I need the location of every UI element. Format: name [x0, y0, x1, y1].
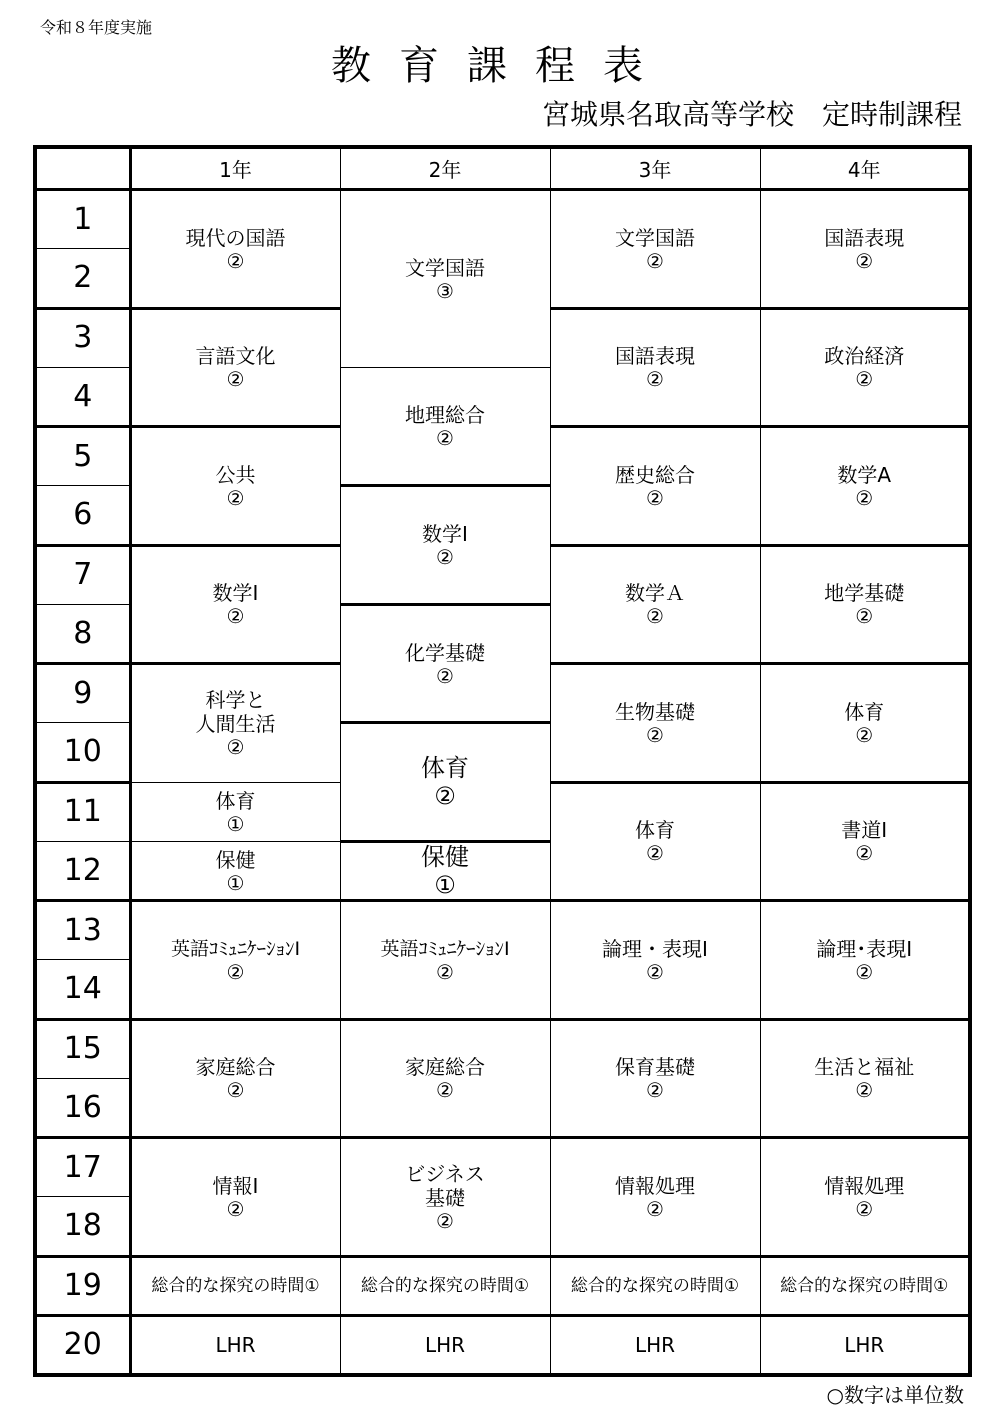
subject-name: 保育基礎	[615, 1055, 695, 1080]
subject-cell	[130, 782, 340, 841]
subject-cell	[550, 664, 760, 783]
row-number: 14	[35, 960, 130, 1019]
subject-units: ②	[855, 604, 874, 629]
subject-cell	[550, 782, 760, 901]
subject-cell	[340, 841, 550, 900]
subject-units: ②	[855, 1196, 874, 1221]
subject-cell	[760, 901, 970, 1020]
subject-name: 数学Ａ	[625, 581, 685, 606]
subject-units: ②	[855, 485, 874, 510]
subject-name: 総合的な探究の時間①	[151, 1275, 320, 1296]
subject-cell	[760, 1315, 970, 1375]
subject-units: ②	[646, 841, 664, 866]
subject-units: ②	[226, 1196, 245, 1221]
subject-name: 家庭総合	[195, 1055, 276, 1080]
subject-units: ②	[226, 1078, 245, 1103]
subject-units: ③	[436, 279, 454, 304]
header-row	[35, 147, 970, 190]
subject-cell	[130, 1256, 340, 1315]
subject-name: LHR	[215, 1332, 256, 1357]
subject-cell	[340, 190, 550, 368]
subject-cell	[340, 1315, 550, 1375]
subject-name: 文学国語	[615, 225, 695, 250]
corner-cell	[35, 147, 130, 190]
subject-name: 英語ｺﾐｭﾆｹｰｼｮﾝⅠ	[380, 937, 510, 960]
subject-name: 数学Ⅰ	[212, 581, 259, 606]
table-row	[35, 1315, 970, 1375]
row-number: 20	[35, 1315, 130, 1375]
subject-name: 体育	[844, 699, 885, 724]
subject-name: 科学と	[205, 688, 266, 713]
row-number: 15	[35, 1019, 130, 1078]
subject-cell	[130, 308, 340, 427]
subject-name: 国語表現	[824, 225, 905, 250]
subject-cell	[550, 901, 760, 1020]
school-name: 宮城県名取高等学校 定時制課程	[541, 98, 962, 131]
subject-units: ①	[226, 870, 245, 895]
subject-units: ②	[646, 959, 664, 984]
subject-name: 生物基礎	[615, 699, 695, 724]
subject-cell	[340, 486, 550, 605]
table-row	[35, 1019, 970, 1078]
subject-name-line2: 基礎	[425, 1185, 465, 1210]
subject-name: 文学国語	[405, 256, 485, 281]
subject-name: 地理総合	[405, 403, 485, 428]
subject-units: ②	[226, 485, 245, 510]
subject-units: ②	[434, 782, 456, 811]
subject-cell	[550, 545, 760, 664]
subject-name: 総合的な探究の時間①	[780, 1275, 949, 1296]
subject-cell	[340, 604, 550, 723]
table-row	[35, 190, 970, 249]
subject-units: ②	[226, 604, 245, 629]
subject-units: ①	[226, 811, 245, 836]
subject-units: ②	[855, 248, 874, 273]
subject-name: 歴史総合	[615, 462, 695, 487]
subject-name: 情報Ⅰ	[212, 1173, 259, 1198]
subject-cell	[130, 1138, 340, 1257]
implementation-year-note: 令和８年度実施	[40, 18, 153, 37]
subject-units: ②	[855, 367, 874, 392]
subject-units: ②	[646, 248, 664, 273]
subject-name: 書道Ⅰ	[841, 818, 888, 843]
subject-units: ②	[646, 367, 664, 392]
subject-name: 情報処理	[615, 1173, 695, 1198]
footer-note: ○数字は単位数	[826, 1383, 964, 1407]
subject-name: 国語表現	[615, 344, 695, 369]
subject-units: ①	[434, 871, 456, 900]
page-title: 教育課程表	[331, 43, 671, 89]
row-number: 8	[35, 604, 130, 663]
subject-name: ビジネス	[405, 1161, 485, 1186]
subject-cell	[130, 841, 340, 900]
row-number: 2	[35, 249, 130, 308]
subject-cell	[340, 1256, 550, 1315]
subject-units: ②	[226, 248, 245, 273]
subject-name: 体育	[215, 788, 256, 813]
subject-name: 公共	[215, 462, 256, 487]
subject-cell	[340, 901, 550, 1020]
column-header-year3: 3年	[550, 147, 760, 190]
subject-name: 化学基礎	[405, 640, 485, 665]
subject-name: 言語文化	[195, 344, 276, 369]
subject-name: 保健	[215, 847, 256, 872]
row-number: 10	[35, 723, 130, 782]
subject-units: ②	[646, 722, 664, 747]
table-row	[35, 1138, 970, 1197]
subject-units: ②	[436, 1208, 454, 1233]
subject-name: LHR	[634, 1332, 676, 1357]
subject-name: 現代の国語	[185, 225, 286, 250]
column-header-year1: 1年	[130, 147, 340, 190]
subject-name: 総合的な探究の時間①	[570, 1275, 740, 1296]
subject-cell	[760, 782, 970, 901]
subject-name: 数学A	[837, 462, 892, 487]
row-number: 13	[35, 901, 130, 960]
subject-cell	[550, 1256, 760, 1315]
table-row	[35, 1256, 970, 1315]
subject-name-line2: 人間生活	[195, 712, 276, 737]
row-number: 11	[35, 782, 130, 841]
subject-cell	[760, 427, 970, 546]
row-number: 19	[35, 1256, 130, 1315]
subject-cell	[130, 427, 340, 546]
subject-name: 地学基礎	[824, 581, 905, 606]
row-number: 16	[35, 1078, 130, 1137]
column-header-year4: 4年	[760, 147, 970, 190]
subject-units: ②	[436, 1078, 454, 1103]
row-number: 5	[35, 427, 130, 486]
subject-units: ②	[436, 959, 454, 984]
subject-name: 体育	[421, 754, 469, 783]
subject-units: ②	[646, 604, 664, 629]
subject-cell	[760, 664, 970, 783]
subject-cell	[760, 545, 970, 664]
table-row	[35, 901, 970, 960]
subject-cell	[550, 1138, 760, 1257]
subject-units: ②	[226, 735, 245, 760]
subject-cell	[550, 1019, 760, 1138]
subject-name: LHR	[844, 1332, 885, 1357]
subject-name: 政治経済	[824, 344, 905, 369]
subject-name: 英語ｺﾐｭﾆｹｰｼｮﾝⅠ	[170, 937, 301, 960]
row-number: 18	[35, 1197, 130, 1256]
subject-cell	[550, 190, 760, 309]
subject-name: 総合的な探究の時間①	[360, 1275, 530, 1296]
subject-cell	[550, 1315, 760, 1375]
subject-units: ②	[646, 485, 664, 510]
subject-units: ②	[436, 426, 454, 451]
subject-name: 生活と福祉	[814, 1055, 915, 1080]
column-header-year2: 2年	[340, 147, 550, 190]
subject-units: ②	[855, 841, 874, 866]
row-number: 3	[35, 308, 130, 367]
subject-cell	[340, 367, 550, 486]
subject-units: ②	[855, 1078, 874, 1103]
row-number: 6	[35, 486, 130, 545]
row-number: 7	[35, 545, 130, 604]
subject-cell	[760, 1256, 970, 1315]
subject-units: ②	[436, 545, 454, 570]
subject-cell	[130, 190, 340, 309]
subject-cell	[130, 1019, 340, 1138]
subject-cell	[340, 1019, 550, 1138]
subject-cell	[760, 1019, 970, 1138]
subject-cell	[130, 1315, 340, 1375]
subject-cell	[760, 1138, 970, 1257]
subject-cell	[130, 901, 340, 1020]
curriculum-table	[33, 145, 972, 1377]
subject-cell	[760, 308, 970, 427]
subject-cell	[550, 308, 760, 427]
subject-name: 体育	[635, 818, 675, 843]
subject-units: ②	[436, 663, 454, 688]
subject-cell	[130, 545, 340, 664]
subject-units: ②	[226, 959, 245, 984]
subject-name: 数学Ⅰ	[422, 522, 468, 547]
row-number: 12	[35, 841, 130, 900]
row-number: 4	[35, 367, 130, 426]
subject-cell	[340, 1138, 550, 1257]
subject-cell	[340, 723, 550, 842]
subject-units: ②	[855, 959, 874, 984]
subject-units: ②	[646, 1078, 664, 1103]
subject-cell	[760, 190, 970, 309]
subject-name: 論理･表現Ⅰ	[816, 936, 913, 961]
subject-units: ②	[646, 1196, 664, 1221]
subject-name: LHR	[424, 1332, 466, 1357]
subject-name: 家庭総合	[405, 1055, 485, 1080]
subject-units: ②	[855, 722, 874, 747]
row-number: 1	[35, 190, 130, 249]
row-number: 9	[35, 664, 130, 723]
row-number: 17	[35, 1138, 130, 1197]
subject-name: 論理・表現Ⅰ	[602, 936, 708, 961]
subject-cell	[130, 664, 340, 783]
subject-units: ②	[226, 367, 245, 392]
subject-cell	[550, 427, 760, 546]
subject-name: 情報処理	[824, 1173, 905, 1198]
subject-name: 保健	[421, 843, 469, 872]
